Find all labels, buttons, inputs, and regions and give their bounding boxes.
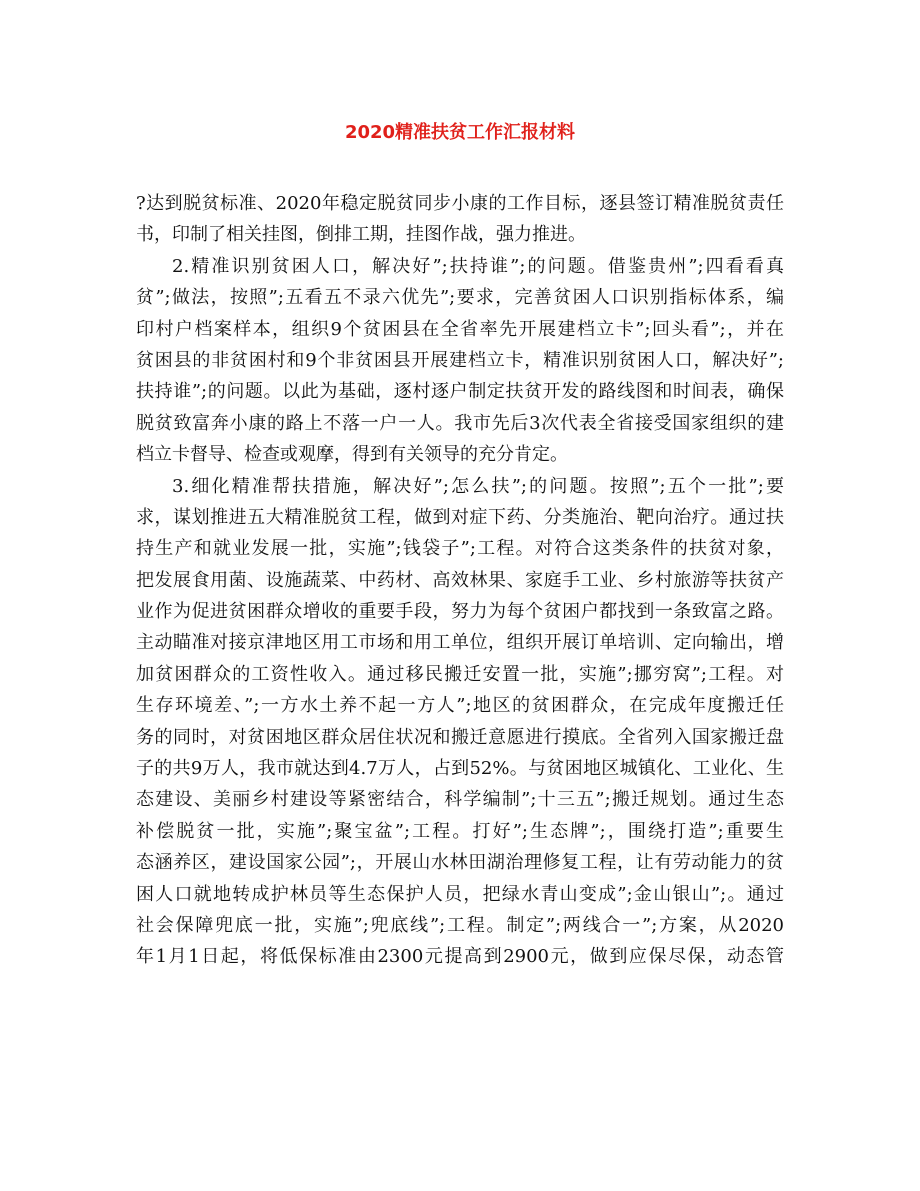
body-line: 持生产和就业发展一批，实施”;钱袋子”;工程。对符合这类条件的扶贫对象，	[136, 538, 784, 560]
document-title: 2020精准扶贫工作汇报材料	[344, 122, 576, 143]
body-line: 印村户档案样本，组织9个贫困县在全省率先开展建档立卡”;回头看”;，并在	[136, 318, 784, 340]
body-line: ?达到脱贫标准、2020年稳定脱贫同步小康的工作目标，逐县签订精准脱贫责任	[136, 193, 784, 214]
body-line: 贫困县的非贫困村和9个非贫困县开展建档立卡，精准识别贫困人口，解决好”;	[136, 349, 784, 371]
body-line: 脱贫致富奔小康的路上不落一户一人。我市先后3次代表全省接受国家组织的建	[136, 412, 784, 434]
body-line: 贫”;做法，按照”;五看五不录六优先”;要求，完善贫困人口识别指标体系，编	[136, 287, 784, 309]
body-line: 子的共9万人，我市就达到4.7万人，占到52%。与贫困地区城镇化、工业化、生	[136, 758, 784, 780]
body-line: 求，谋划推进五大精准脱贫工程，做到对症下药、分类施治、靶向治疗。通过扶	[136, 506, 784, 528]
body-line: 扶持谁”;的问题。以此为基础，逐村逐户制定扶贫开发的路线图和时间表，确保	[136, 381, 784, 403]
body-line: 档立卡督导、检查或观摩，得到有关领导的充分肯定。	[136, 444, 568, 466]
body-line: 2.精准识别贫困人口，解决好”;扶持谁”;的问题。借鉴贵州”;四看看真	[172, 255, 784, 277]
body-line: 书，印制了相关挂图，倒排工期，挂图作战，强力推进。	[136, 224, 586, 246]
body-line: 务的同时，对贫困地区群众居住状况和搬迁意愿进行摸底。全省列入国家搬迁盘	[136, 726, 784, 748]
body-line: 业作为促进贫困群众增收的重要手段，努力为每个贫困户都找到一条致富之路。	[136, 601, 784, 623]
body-line: 态建设、美丽乡村建设等紧密结合，科学编制”;十三五”;搬迁规划。通过生态	[136, 789, 784, 811]
body-line: 年1月1日起，将低保标准由2300元提高到2900元，做到应保尽保，动态管	[136, 946, 784, 968]
body-line: 补偿脱贫一批，实施”;聚宝盆”;工程。打好”;生态牌”;，围绕打造”;重要生	[136, 820, 784, 842]
body-line: 态涵养区，建设国家公园”;，开展山水林田湖治理修复工程，让有劳动能力的贫	[136, 852, 784, 874]
body-line: 加贫困群众的工资性收入。通过移民搬迁安置一批，实施”;挪穷窝”;工程。对	[136, 663, 784, 685]
body-line: 把发展食用菌、设施蔬菜、中药材、高效林果、家庭手工业、乡村旅游等扶贫产	[136, 569, 784, 591]
body-line: 困人口就地转成护林员等生态保护人员，把绿水青山变成”;金山银山”;。通过	[136, 883, 784, 905]
body-line: 3.细化精准帮扶措施，解决好”;怎么扶”;的问题。按照”;五个一批”;要	[172, 475, 784, 497]
document-body	[136, 188, 784, 973]
body-line: 主动瞄准对接京津地区用工市场和用工单位，组织开展订单培训、定向输出，增	[136, 632, 784, 654]
body-line: 生存环境差、”;一方水土养不起一方人”;地区的贫困群众，在完成年度搬迁任	[136, 695, 784, 717]
body-line: 社会保障兜底一批，实施”;兜底线”;工程。制定”;两线合一”;方案，从2020	[136, 914, 784, 936]
